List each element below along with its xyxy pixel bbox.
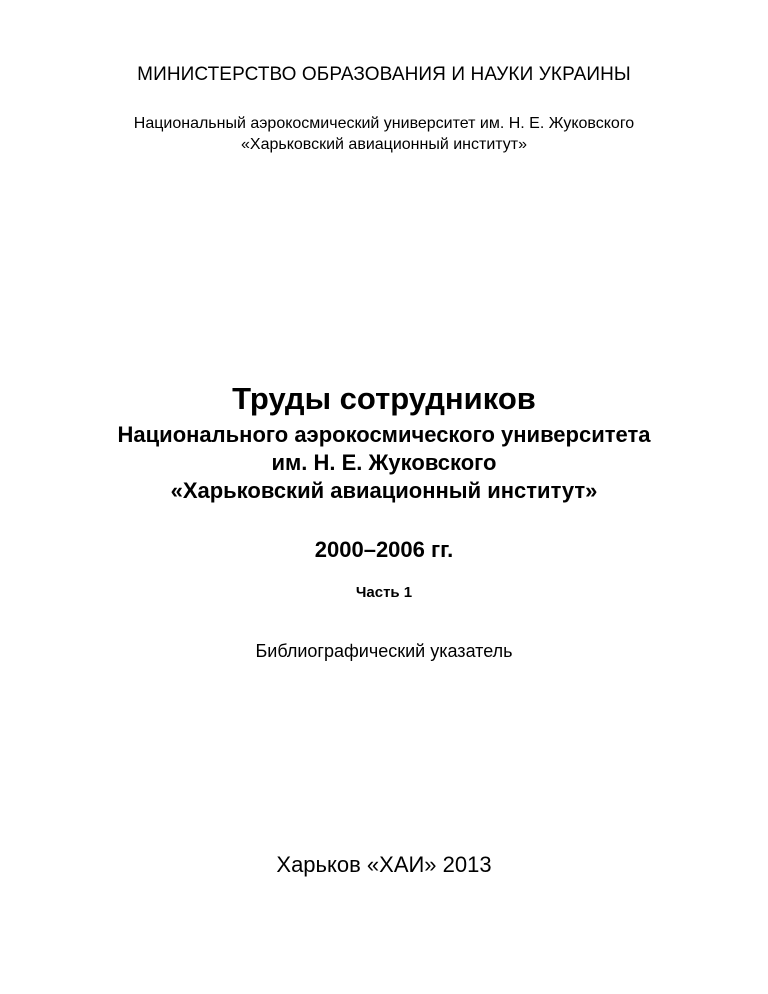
part-number: Часть 1 [355, 584, 413, 601]
years-range: 2000–2006 гг. [314, 537, 454, 562]
document-type: Библиографический указатель [255, 641, 513, 661]
document-subtitle-line-1: Национального аэрокосмического университета [117, 422, 651, 447]
ministry-heading: МИНИСТЕРСТВО ОБРАЗОВАНИЯ И НАУКИ УКРАИНЫ [137, 64, 631, 85]
university-subname: «Харьковский авиационный институт» [241, 136, 527, 153]
imprint: Харьков «ХАИ» 2013 [276, 852, 492, 877]
document-title: Труды сотрудников [232, 381, 536, 416]
university-name: Национальный аэрокосмический университет им. Н. Е. Жуковского [133, 115, 635, 132]
document-subtitle-line-3: «Харьковский авиационный институт» [170, 478, 598, 503]
document-subtitle-line-2: им. Н. Е. Жуковского [271, 450, 497, 475]
